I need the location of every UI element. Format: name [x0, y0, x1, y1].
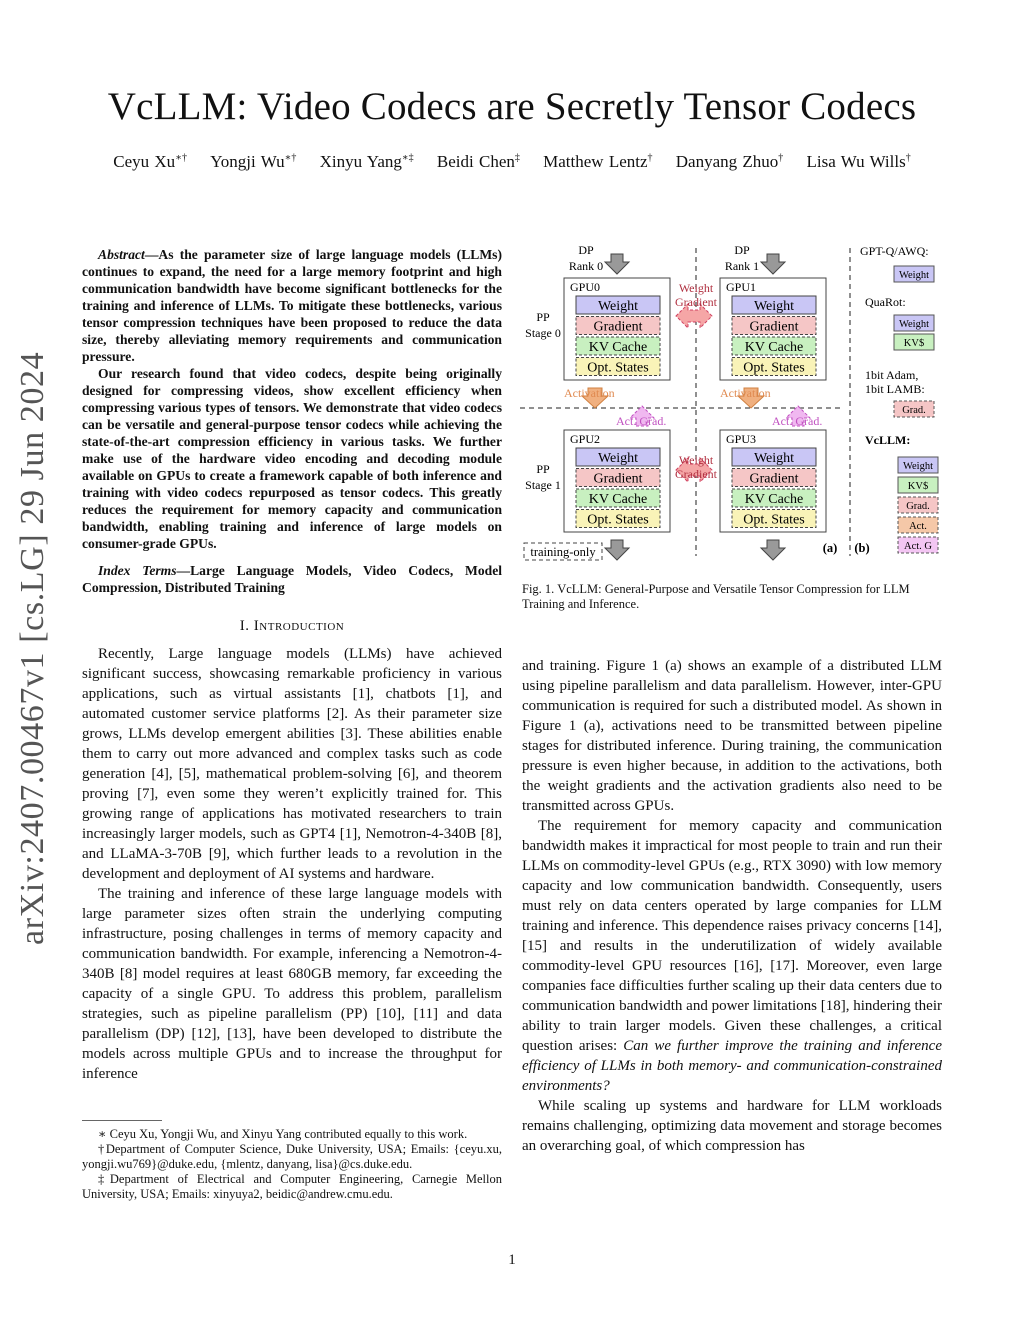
body-paragraph: While scaling up systems and hardware for LLM workloads remains challenging, optimizing data movement and storage becomes an overarching goal, of which compression has	[522, 1098, 942, 1154]
author: Xinyu Yang∗‡	[319, 152, 414, 171]
act-grad-label: Act. Grad.	[772, 414, 823, 428]
page-number: 1	[508, 1252, 516, 1268]
compression-chip-label: KV$	[907, 481, 929, 492]
vcllm-label: VcLLM:	[865, 433, 911, 447]
author: Yongji Wu∗†	[210, 152, 297, 171]
memory-row-label: Opt. States	[743, 512, 805, 528]
memory-row-label: KV Cache	[744, 492, 804, 507]
memory-row-label: Opt. States	[587, 512, 649, 528]
memory-row-label: Gradient	[593, 319, 643, 335]
body-paragraph: Recently, Large language models (LLMs) have achieved significant success, showcasing remarkable proficiency in various applications, such as virtual assistants [1], chatbots [1], and automated customer service platforms [2]. As their parameter size grows, LLMs develop emergent abilities [3]. These abilities enable them to carry out more advanced and complex tasks such as code generation [4], [5], mathematical problem-solving [6], and theorem proving [7], even some they weren’t explicitly trained for. This growing range of applications has motivated researchers to train increasingly larger models, such as GPT4 [1], Nemotron-4-340B [8], and LLaMA-3-70B [9], which further leads to a revolution in the development and deployment of AI systems and hardware.	[82, 646, 502, 882]
gpu-label: GPU2	[570, 432, 601, 446]
dp-rank0-label: Rank 0	[568, 259, 604, 273]
input-arrow	[761, 254, 785, 274]
memory-row-label: KV Cache	[744, 340, 804, 355]
onebit-label: 1bit Adam,	[865, 368, 919, 382]
dp-rank0-label: DP	[578, 243, 594, 257]
figure-1	[520, 238, 950, 578]
memory-row-label: KV Cache	[588, 492, 648, 507]
memory-row-label: Gradient	[749, 471, 799, 487]
training-only-label: training-only	[530, 545, 596, 559]
dp-rank1-label: DP	[734, 243, 750, 257]
footnote: †Department of Computer Science, Duke University, USA; Emails: {ceyu.xu, yongji.wu769}@duke.edu, {mlentz, danyang, lisa}@cs.duke.edu.	[82, 1142, 502, 1171]
compression-chip-label: Act.	[909, 521, 927, 532]
gptq-label: GPT-Q/AWQ:	[860, 244, 929, 258]
pp-stage0-label: Stage 0	[525, 326, 561, 340]
compression-chip-label: Weight	[898, 319, 930, 330]
body-paragraph: The requirement for memory capacity and communication bandwidth makes it impractical for most people to train and run their LLMs on commodity-level GPUs (e.g., RTX 3090) with low memory capacity and low communication bandwidth. Consequently, users must rely on data centers operated by large companies for LLM training and inference. This dependence raises privacy concerns [14], [15] and results in the underutilization of widely available commodity-level GPU resources [16], [17]. Moreover, even large companies face difficulties further scaling up their data centers due to communication bandwidth and power limitations [18], hindering their ability to train larger models. Given these challenges, a critical question arises: Can we further improve the training and inference efficiency of LLMs in both memory- and communication-constrained environments?	[522, 818, 942, 1094]
footnote: ∗ Ceyu Xu, Yongji Wu, and Xinyu Yang contributed equally to this work.	[98, 1127, 468, 1141]
figure-caption: Fig. 1. VcLLM: General-Purpose and Versatile Tensor Compression for LLM Training and Inference.	[522, 582, 910, 611]
weight-gradient-label: Weight	[678, 453, 714, 467]
index-terms: Index Terms—Large Language Models, Video Codecs, Model Compression, Distributed Training	[82, 563, 502, 595]
compression-chip-label: KV$	[903, 338, 925, 349]
author: Beidi Chen‡	[436, 152, 520, 171]
pp-stage1-label: PP	[536, 462, 550, 476]
paper-title: VcLLM: Video Codecs are Secretly Tensor Codecs	[107, 85, 917, 128]
output-arrow	[761, 540, 785, 560]
memory-row-label: Weight	[753, 451, 795, 466]
footnote-rule	[82, 1120, 162, 1121]
pp-stage0-label: PP	[536, 310, 550, 324]
activation-label: Activation	[720, 386, 771, 400]
abstract-paragraph: Abstract—As the parameter size of large language models (LLMs) continues to expand, the need for a large memory footprint and high communication bandwidth have become significant bottlenecks for the training and inference of LLMs. To mitigate these bottlenecks, various tensor compression techniques have been proposed to reduce the data size, thereby alleviating memory requirements and communication pressure.	[82, 247, 502, 364]
left-column	[82, 246, 502, 1084]
panel-b-label: (b)	[854, 541, 870, 555]
footnotes	[82, 1127, 502, 1202]
memory-row-label: Gradient	[749, 319, 799, 335]
weight-gradient-label: Gradient	[675, 467, 717, 481]
memory-row-label: KV Cache	[588, 340, 648, 355]
compression-chip-label: Weight	[902, 461, 934, 472]
compression-chip-label: Grad.	[906, 501, 930, 512]
author: Danyang Zhuo†	[675, 152, 784, 171]
output-arrow	[605, 540, 629, 560]
memory-row-label: Weight	[597, 299, 639, 314]
compression-chip-label: Grad.	[902, 405, 926, 416]
arxiv-identifier: arXiv:2407.00467v1 [cs.LG] 29 Jun 2024	[14, 351, 51, 945]
gpu-label: GPU0	[570, 280, 601, 294]
body-paragraph: The training and inference of these large language models with large parameter sizes often strain the underlying computing infrastructure, posing challenges in terms of memory capacity and communication bandwidth. For example, inferencing a Nemotron-4-340B [8] model requires at least 680GB memory, far exceeding the capacity of a single GPU. To address this problem, parallelism strategies, such as pipeline parallelism (PP) [10], [11] and data parallelism (DP) [12], [13], have been developed to distribute the models across multiple GPUs and to increase the throughput for inference	[82, 886, 502, 1082]
section-heading: I. Introduction	[239, 618, 345, 634]
memory-row-label: Opt. States	[743, 360, 805, 376]
weight-gradient-label: Weight	[678, 281, 714, 295]
onebit-label: 1bit LAMB:	[865, 382, 925, 396]
input-arrow	[605, 254, 629, 274]
weight-gradient-label: Gradient	[675, 295, 717, 309]
panel-a-label: (a)	[822, 541, 838, 555]
abstract-paragraph: Our research found that video codecs, despite being originally designed for compressing videos, show excellent efficiency when compressing various types of tensors. We demonstrate that video codecs can be versatile and general-purpose tensor codecs while achieving the state-of-the-art compression efficiency in various tasks. We further make use of the hardware video encoding and decoding module available on GPUs to create a framework capable of both inference and training with video codecs repurposed as tensor codecs. This greatly reduces the requirement for memory capacity and communication bandwidth, enabling training and inference of large models on consumer-grade GPUs.	[82, 366, 502, 551]
gpu-label: GPU3	[726, 432, 757, 446]
footnote: ‡Department of Electrical and Computer Engineering, Carnegie Mellon University, USA; Emails: xinyuya2, beidic@andrew.cmu.edu.	[82, 1172, 502, 1201]
dp-rank1-label: Rank 1	[724, 259, 760, 273]
activation-label: Activation	[564, 386, 615, 400]
author: Ceyu Xu∗†	[113, 152, 187, 171]
gpu-label: GPU1	[726, 280, 757, 294]
author-list	[0, 152, 1024, 172]
pp-stage1-label: Stage 1	[525, 478, 561, 492]
right-column	[522, 656, 942, 1156]
memory-row-label: Weight	[753, 299, 795, 314]
body-paragraph: and training. Figure 1 (a) shows an example of a distributed LLM using pipeline parallelism and data parallelism. However, inter-GPU communication is required for such a distributed model. As shown in Figure 1 (a), activations need to be transmitted between pipeline stages for distributed inference. During training, the communication pressure is even higher because, in addition to the activations, both the weight gradients and the activation gradients also need to be transmitted across GPUs.	[522, 658, 942, 814]
memory-row-label: Weight	[597, 451, 639, 466]
compression-chip-label: Act. G	[904, 541, 932, 552]
memory-row-label: Opt. States	[587, 360, 649, 376]
author: Matthew Lentz†	[543, 152, 653, 171]
act-grad-label: Act. Grad.	[616, 414, 667, 428]
quarot-label: QuaRot:	[865, 295, 906, 309]
author: Lisa Wu Wills†	[806, 152, 911, 171]
memory-row-label: Gradient	[593, 471, 643, 487]
compression-chip-label: Weight	[898, 270, 930, 281]
